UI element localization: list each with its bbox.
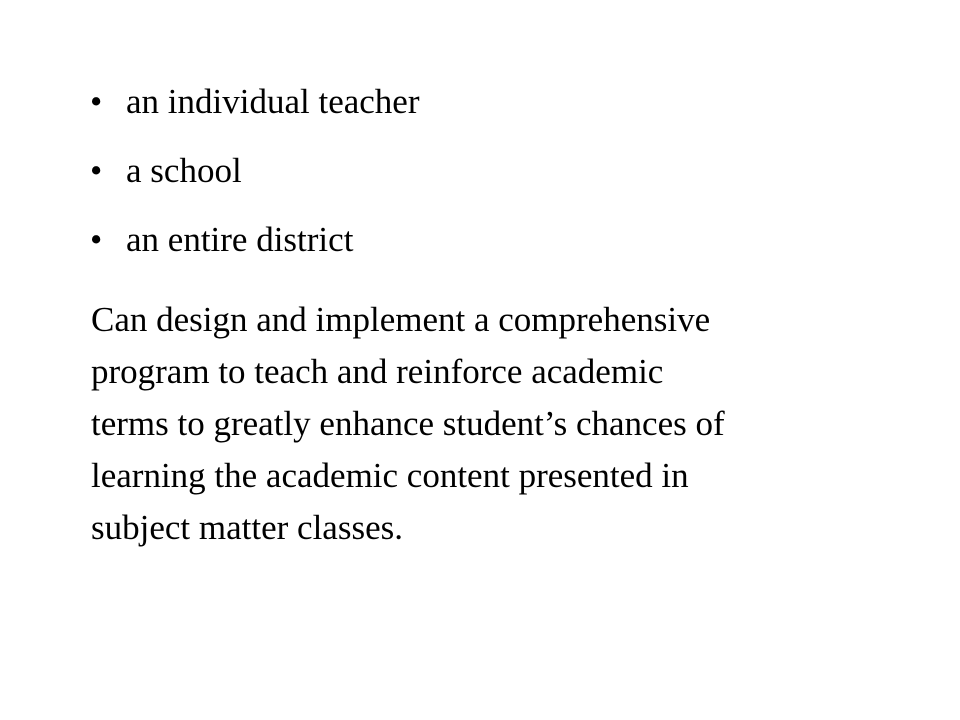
bullet-dot-icon: • xyxy=(90,82,103,121)
bullet-item xyxy=(90,220,419,260)
bullet-text: a school xyxy=(126,151,242,190)
bullet-item xyxy=(90,82,419,122)
bullet-text: an entire district xyxy=(126,220,354,259)
body-paragraph: Can design and implement a comprehensive program to teach and reinforce academic terms to greatly enhance student’s chances of learning the academic content presented in subject matter classes. xyxy=(91,300,725,547)
bullet-dot-icon: • xyxy=(90,151,103,190)
bullet-dot-icon: • xyxy=(90,220,103,259)
bullet-item xyxy=(90,151,419,191)
bullet-list xyxy=(90,82,419,260)
bullet-text: an individual teacher xyxy=(126,82,420,121)
